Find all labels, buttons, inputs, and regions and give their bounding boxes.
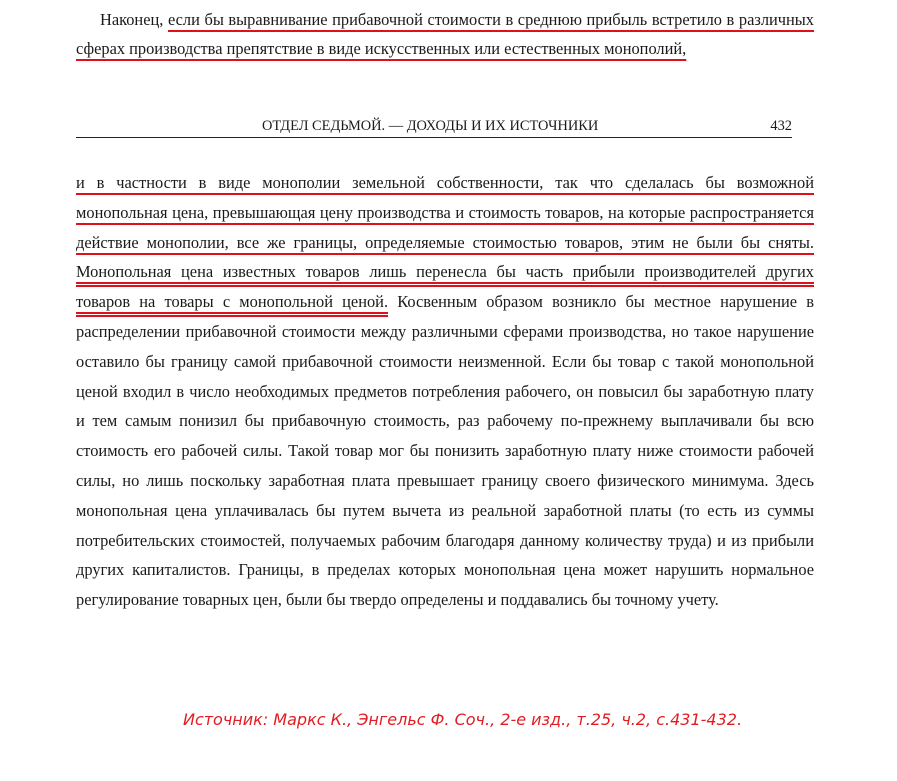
page-number: 432 <box>770 118 792 134</box>
intro-lead: Наконец, <box>100 10 168 29</box>
body-text: Косвенным образом возникло бы местное нарушение в распределении прибавочной стоимости между различными сферами производства, но такое нарушение оставило бы границу самой прибавочной стоимости неизменной. Если бы товар с такой монопольной ценой входил в число необходимых предметов потребления рабочего, он повысил бы заработную плату и тем самым понизил бы прибавочную стоимость, раз рабочему по-прежнему выплачивали бы всю стоимость его рабочей силы. Такой товар мог бы понизить заработную плату ниже стоимости рабочей силы, но лишь поскольку заработная плата превышает границу своего физического минимума. Здесь монопольная цена уплачивалась бы путем вычета из реальной заработной платы (то есть из суммы потребительских стоимостей, получаемых рабочим благодаря данному количеству труда) и из прибыли других капиталистов. Границы, в пределах которых монопольная цена может нарушить нормальное регулирование товарных цен, были бы твердо определены и поддавались бы точному учету. <box>76 292 814 610</box>
body-paragraph <box>76 168 814 615</box>
body-double-underlined-text: Монопольная цена известных товаров лишь перенесла бы часть прибыли производителей других товаров на товары с монопольной ценой. <box>76 262 814 312</box>
header-title: ОТДЕЛ СЕДЬМОЙ. — ДОХОДЫ И ИХ ИСТОЧНИКИ <box>262 118 599 134</box>
intro-underlined-text: если бы выравнивание прибавочной стоимости в среднюю прибыль встретило в различных сферах производства препятствие в виде искусственных или естественных монополий, <box>76 10 815 58</box>
source-citation <box>0 710 897 729</box>
running-header <box>76 116 792 138</box>
intro-paragraph <box>76 0 814 63</box>
source-citation-text: Источник: Маркс К., Энгельс Ф. Соч., 2-е изд., т.25, ч.2, с.431-432. <box>182 710 743 729</box>
body-underlined-text: и в частности в виде монополии земельной собственности, так что сделалась бы возможной монопольная цена, превышающая цену производства и стоимость товаров, на которые распространяется действие монополии, все же границы, определяемые стоимостью товаров, этим не были бы сняты. <box>76 173 814 252</box>
